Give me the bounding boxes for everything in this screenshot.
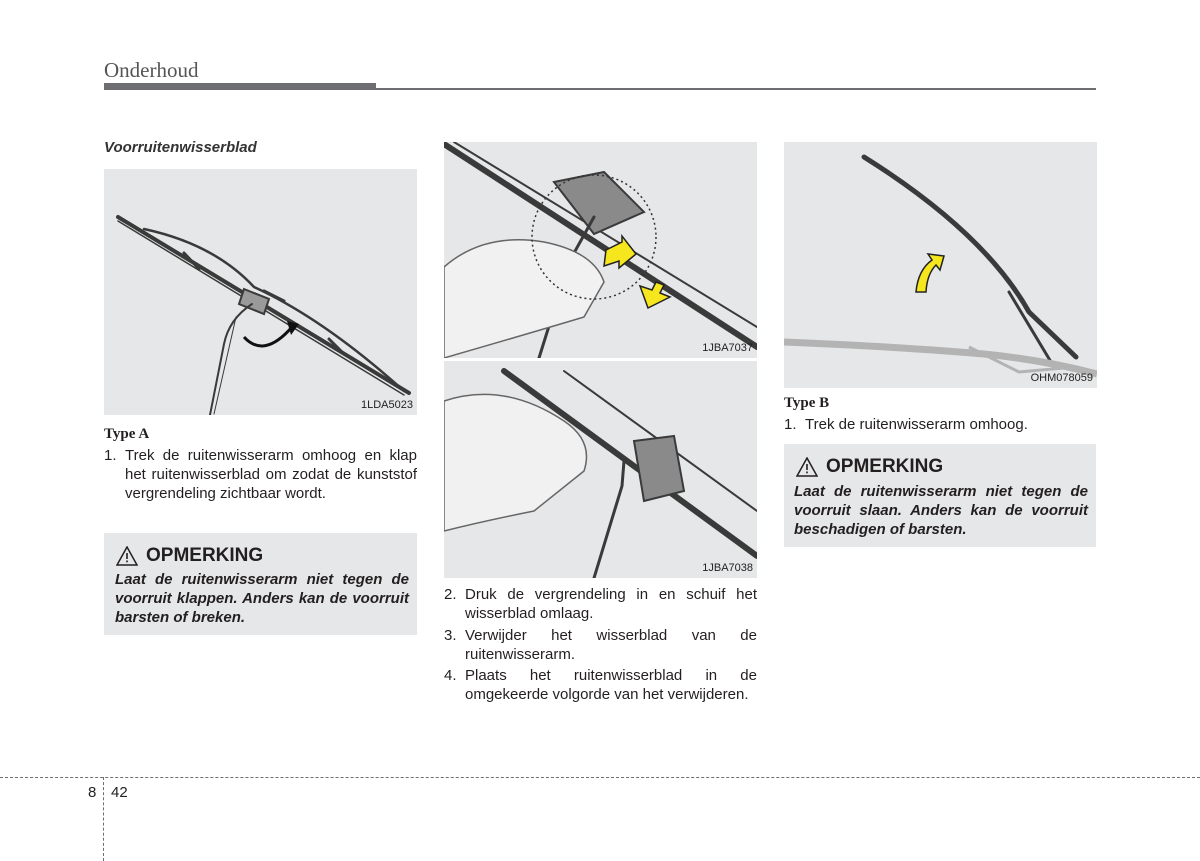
figure-code: 1JBA7038 [702, 562, 753, 574]
step-1-type-a [104, 446, 417, 503]
step-3 [444, 626, 757, 664]
figure-press-lock [444, 142, 757, 358]
note-box-type-a [104, 533, 417, 635]
figure-wiper-type-a [104, 169, 417, 415]
step-number: 1. [104, 447, 117, 464]
wiper-type-a-illustration [104, 169, 417, 415]
step-4 [444, 666, 757, 704]
step-1-type-b [784, 415, 1097, 434]
step-text: Plaats het ruitenwisserblad in de omgekeerde volgorde van het verwijderen. [465, 667, 757, 703]
note-body: Laat de ruitenwisserarm niet tegen de voorruit slaan. Anders kan de voorruit beschadigen of barsten. [794, 483, 1088, 538]
warning-icon [796, 457, 818, 477]
type-b-label: Type B [784, 395, 830, 411]
step-text: Verwijder het wisserblad van de ruitenwisserarm. [465, 627, 757, 663]
chapter-number: 8 [88, 784, 97, 801]
press-lock-illustration [444, 142, 757, 358]
figure-code: OHM078059 [1030, 372, 1093, 384]
figure-wiper-type-b [784, 142, 1097, 388]
figure-code: 1LDA5023 [361, 399, 413, 411]
footer-divider [103, 777, 104, 861]
note-body: Laat de ruitenwisserarm niet tegen de voorruit klappen. Anders kan de voorruit barsten of breken. [115, 571, 409, 626]
wiper-type-b-illustration [784, 142, 1097, 388]
step-number: 2. [444, 586, 457, 603]
figure-slide-blade [444, 361, 757, 578]
footer-rule [0, 777, 1200, 778]
note-title: OPMERKING [146, 545, 264, 566]
header-rule-thin [376, 88, 1096, 90]
section-heading: Voorruitenwisserblad [104, 139, 257, 156]
step-text: Trek de ruitenwisserarm omhoog. [805, 416, 1028, 433]
step-2 [444, 585, 757, 623]
step-number: 1. [784, 416, 797, 433]
warning-icon [116, 546, 138, 566]
note-header [796, 456, 943, 478]
figure-code: 1JBA7037 [702, 342, 753, 354]
note-title: OPMERKING [826, 456, 944, 477]
step-text: Trek de ruitenwisserarm omhoog en klap het ruitenwisserblad om zodat de kunststof vergrendeling zichtbaar wordt. [125, 447, 417, 502]
header-rule-thick [104, 83, 376, 90]
type-a-label: Type A [104, 426, 150, 442]
slide-blade-illustration [444, 361, 757, 578]
step-number: 4. [444, 667, 457, 684]
note-box-type-b [784, 444, 1096, 547]
page-header-title: Onderhoud [104, 58, 199, 82]
page-number: 42 [111, 784, 128, 801]
step-number: 3. [444, 627, 457, 644]
step-text: Druk de vergrendeling in en schuif het wisserblad omlaag. [465, 586, 757, 622]
note-header [116, 545, 263, 567]
